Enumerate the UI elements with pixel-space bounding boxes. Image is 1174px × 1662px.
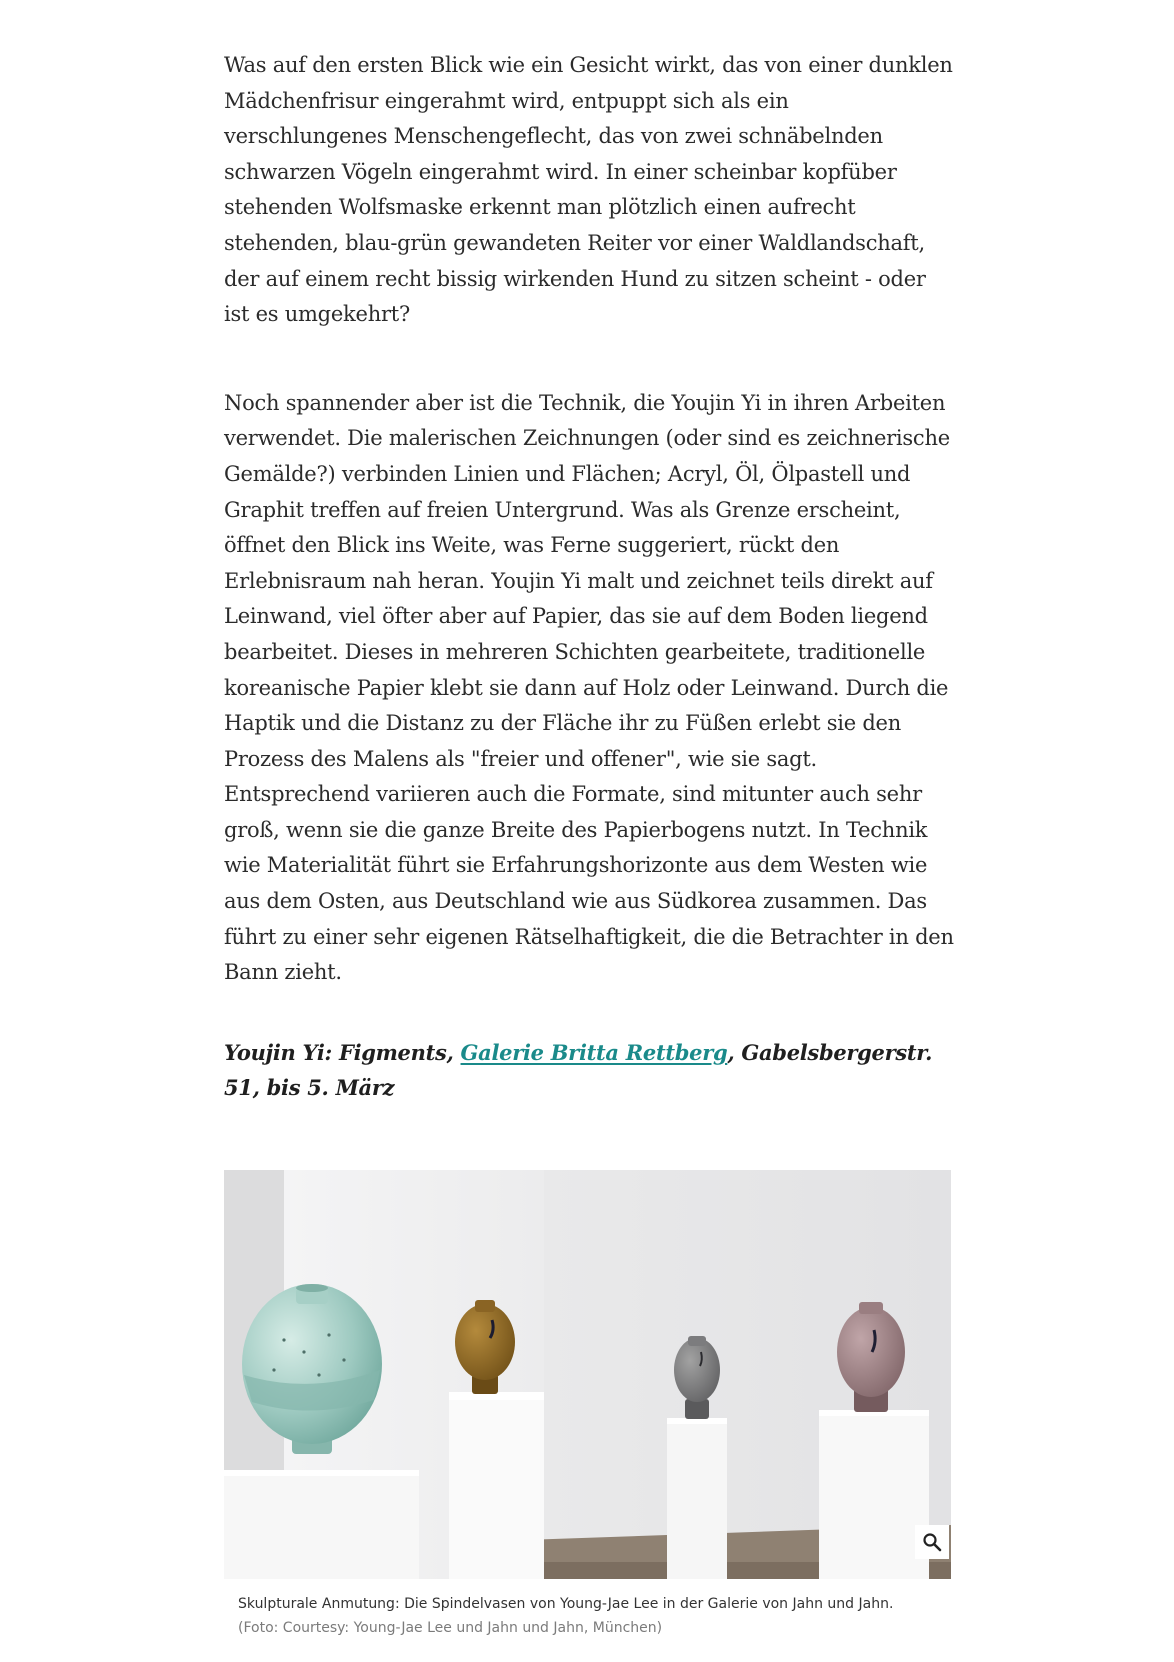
zoom-button[interactable] (915, 1525, 949, 1559)
article-image[interactable] (224, 1170, 951, 1579)
exhibition-title: Youjin Yi: Figments, (224, 1039, 461, 1065)
caption-text: Skulpturale Anmutung: Die Spindelvasen von Young-Jae Lee in der Galerie von Jahn und Jahn. (238, 1596, 894, 1612)
article-paragraph: Noch spannender aber ist die Technik, die Youjin Yi in ihren Arbeiten verwendet. Die malerischen Zeichnungen (oder sind es zeichnerische Gemälde?) verbinden Linien und Flächen; Acryl, Öl, Ölpastell und Graphit treffen auf freien Untergrund. Was als Grenze erscheint, öffnet den Blick ins Weite, was Ferne suggeriert, rückt den Erlebnisraum nah heran. Youjin Yi malt und zeichnet teils direkt auf Leinwand, viel öfter aber auf Papier, das sie auf dem Boden liegend bearbeitet. Dieses in mehreren Schichten gearbeitete, traditionelle koreanische Papier klebt sie dann auf Holz oder Leinwand. Durch die Haptik und die Distanz zu der Fläche ihr zu Füßen erlebt sie den Prozess des Malens als "freier und offener", wie sie sagt. Entsprechend variieren auch die Formate, sind mitunter auch sehr groß, wenn sie die ganze Breite des Papierbogens nutzt. In Technik wie Materialität führt sie Erfahrungshorizonte aus dem Westen wie aus dem Osten, aus Deutschland wie aus Südkorea zusammen. Das führt zu einer sehr eigenen Rätselhaftigkeit, die die Betrachter in den Bann zieht. (224, 390, 954, 985)
image-caption (238, 1592, 938, 1640)
article-body (224, 48, 954, 1106)
exhibition-address: , Gabelsbergerstr. 51, bis 5. März (224, 1039, 933, 1101)
exhibition-info (224, 1035, 954, 1106)
article-paragraph: Was auf den ersten Blick wie ein Gesicht wirkt, das von einer dunklen Mädchenfrisur eingerahmt wird, entpuppt sich als ein verschlungenes Menschengeflecht, das von zwei schnäbelnden schwarzen Vögeln eingerahmt wird. In einer scheinbar kopfüber stehenden Wolfsmaske erkennt man plötzlich einen aufrecht stehenden, blau-grün gewandeten Reiter vor einer Waldlandschaft, der auf einem recht bissig wirkenden Hund zu sitzen scheint - oder ist es umgekehrt? (224, 53, 953, 327)
magnifier-icon (922, 1532, 942, 1552)
gallery-link[interactable]: Galerie Britta Rettberg (460, 1039, 728, 1065)
photo-credit: (Foto: Courtesy: Young-Jae Lee und Jahn und Jahn, München) (238, 1620, 663, 1636)
vases-photo (224, 1170, 951, 1579)
